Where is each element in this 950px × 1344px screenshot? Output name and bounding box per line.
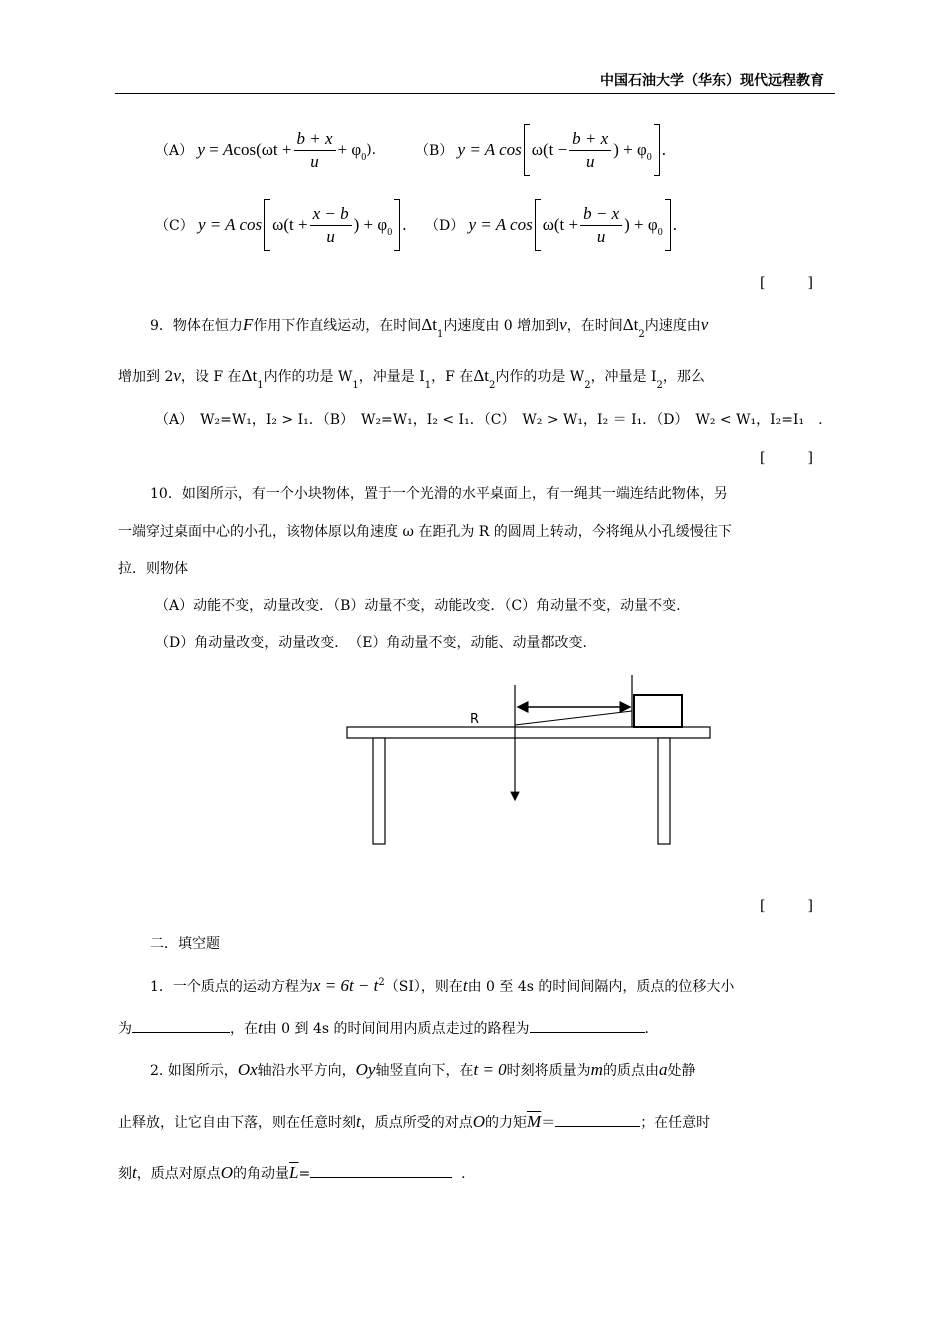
q10-line1: 10．如图所示，有一个小块物体，置于一个光滑的水平桌面上，有一绳其一端连结此物体，另 <box>150 486 728 502</box>
q8-option-a: （A） y = A cos( ωt + $\frac{b + x}{u}$ + φ 0 ). <box>155 128 377 171</box>
q10-options-1: （A）动能不变，动量改变．（B）动量不变，动能改变．（C）角动量不变，动量不变. <box>155 598 681 614</box>
q8-option-b: （B） y = A cos ω(t − $\frac{b + x}{u}$ ) + φ 0 . <box>415 122 666 178</box>
header-rule <box>115 93 835 94</box>
f1-blank-displacement[interactable] <box>132 1018 230 1033</box>
block <box>634 695 682 727</box>
table-top <box>347 727 710 738</box>
q9-options: （A） W₂=W₁，I₂ > I₁．（B） W₂=W₁，I₂ < I₁．（C） W₂ > W₁，I₂ ＝ I₁．（D） W₂ < W₁，I₂=I₁ . <box>155 412 823 428</box>
f1-line1: 1．一个质点的运动方程为$x = 6t - t^2(SI)$，则在t由 0 至 4s 的时间间隔内，质点的位移大小 <box>150 976 735 995</box>
q9-line2: 增加到 2v，设 F 在$\Delta t_1$内作的功是 $W_1$，冲量是 $I_1$，F 在$\Delta t_2$内作的功是 $W_2$，冲量是 $I_2$，那么 <box>118 366 705 391</box>
table-figure <box>340 665 720 855</box>
f2-line2: 止释放，让它自由下落，则在任意时刻t，质点所受的对点O的力矩$\overline{M}=$ ；在任意时 <box>118 1112 711 1131</box>
page-header: 中国石油大学（华东）现代远程教育 <box>600 73 824 89</box>
f2-line1: 2. 如图所示，Ox轴沿水平方向，Oy轴竖直向下，在t = 0时刻将质量为m的质点由a处静 <box>150 1060 696 1079</box>
q9-answer-bracket: [ ] <box>760 450 813 466</box>
q8-answer-bracket: [ ] <box>760 275 813 291</box>
f2-blank-torque[interactable] <box>555 1112 640 1127</box>
section-title: 二．填空题 <box>150 936 220 952</box>
table-leg-left <box>373 738 385 844</box>
f1-line2: 为 ，在t由 0 到 4s 的时间间用内质点走过的路程为 . <box>118 1018 649 1037</box>
q10-line2: 一端穿过桌面中心的小孔，该物体原以角速度 ω 在距孔为 R 的圆周上转动，今将绳从小孔缓慢往下 <box>118 524 732 540</box>
table-leg-right <box>658 738 670 844</box>
f1-blank-path[interactable] <box>530 1018 645 1033</box>
q10-line3: 拉．则物体 <box>118 561 188 577</box>
q10-answer-bracket: [ ] <box>760 898 813 914</box>
f2-line3: 刻t，质点对原点O的角动量$\overline{L}=$ . <box>118 1163 466 1182</box>
rope-line <box>515 711 632 725</box>
q9-line1: 9．物体在恒力F作用下作直线运动，在时间$\Delta t_1$内速度由 0 增加到v，在时间$\Delta t_2$内速度由v <box>150 315 709 340</box>
f2-blank-angular-momentum[interactable] <box>310 1163 452 1178</box>
radius-label: R <box>470 712 480 727</box>
q10-options-2: （D）角动量改变，动量改变． （E）角动量不变，动能、动量都改变. <box>155 635 587 651</box>
q8-option-c: （C） y = A cos ω(t + $\frac{x - b}{u}$ ) + φ 0 . <box>155 197 406 253</box>
q8-option-d: （D） y = A cos ω(t + $\frac{b - x}{u}$ ) + φ 0 . <box>425 197 677 253</box>
